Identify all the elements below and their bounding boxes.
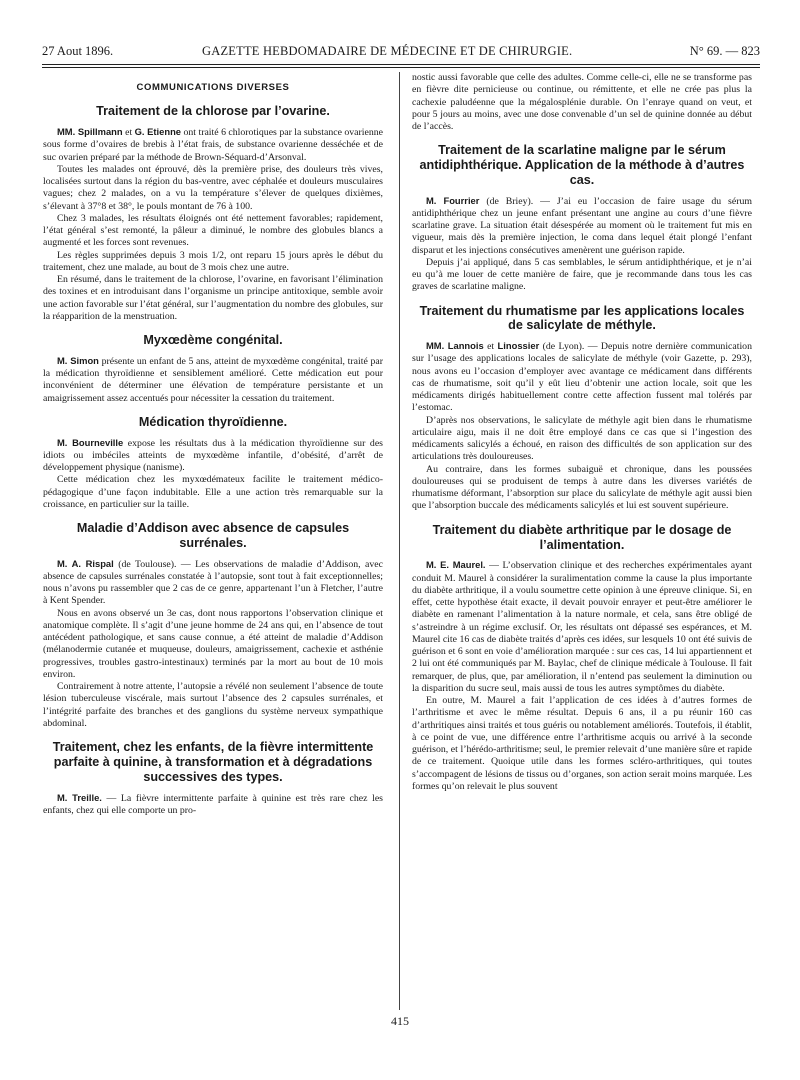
journal-title: GAZETTE HEBDOMADAIRE DE MÉDECINE ET DE CHIRURGIE. [202,44,573,58]
column-divider [399,72,400,1010]
article-authors: M. Fourrier [426,194,480,206]
paragraph-text: présente un enfant de 5 ans, atteint de myxœdème congénital, traité par la médication thyroïdienne et sensiblement amélioré. Cette médication eut pour inconvénient de déterminer une élévation de température persistante et un amaigrissement assez accentués pour nécessiter la cessation du traitement. [43,355,383,404]
paragraph [412,195,752,257]
paragraph [412,340,752,415]
paragraph: Nous en avons observé un 3e cas, dont nous rapportons l’observation clinique et anatomique complète. Il s’agit d’une jeune homme de 24 ans qui, en l’absence de tout antécédent pathologique, et sans cause connue, a été atteint de maladie d’Addison (mélanodermie cutanée et muqueuse, douleurs, amaigrissement, cachexie et asthénie progressives, troubles gastro-intestinaux) terminés par la mort au bout de 10 mois environ. [43,607,383,680]
authors-conjunction: et [122,127,135,139]
paragraph-text: expose les résultats dus à la médication thyroïdienne sur des idiots ou imbéciles atteints de myxœdème infantile, d’obésité, d’arrêt de développement physique (nanisme). [43,437,383,474]
article-title-myxoedeme: Myxœdème congénital. [143,333,283,348]
article-title-medication-thyroidienne: Médication thyroïdienne. [138,414,288,429]
left-column [43,72,383,1012]
paragraph [43,126,383,164]
paragraph-text: — J’ai eu l’occasion de faire usage du sérum antidiphthérique chez un jeune enfant présentant une angine au cours d’une fièvre scarlatine grave. La situation était désespérée au moment où le traitement fut mis en vigueur, mais dès la première injection, le coma dans lequel était plongé l’enfant disparut et les injections consécutives amenèrent une guérison rapide. [412,195,752,256]
article-authors: M. Bourneville [57,436,124,448]
article-title-addison: Maladie d’Addison avec absence de capsules surrénales. [76,521,350,550]
paragraph-continuation: nostic aussi favorable que celle des adultes. Comme celle-ci, elle ne se transforme pas en fièvre dite pernicieuse ou continue, ou rémittente, et elle ne crée pas plus la cachexie paludéenne que la mégalosplénie durable. On l’enraye quand on veut, et pour 5 jours au moins, avec une dose convenable d’un sel de quinine donnée au début de l’accès. [412,72,752,132]
paragraph [43,558,383,608]
paragraph [43,355,383,405]
issue-number: N° 69. — 823 [689,44,760,58]
article-authors: M. E. Maurel. [426,559,486,571]
section-kicker: COMMUNICATIONS DIVERSES [136,82,290,93]
paragraph-text: — Les observations de maladie d’Addison, avec absence de capsules surrénales constatée à l’autopsie, sont tout à fait exceptionnelles; nous n’avons pu rassembler que 2 cas de ce genre, appartenant l’un à Fletcher, l’autre à Kent Spender. [43,558,383,607]
issue-date: 27 Aout 1896. [42,44,114,58]
paragraph: Depuis j’ai appliqué, dans 5 cas semblables, le sérum antidiphthérique, et je n’ai eu qu’à me louer de cette manière de faire, que je recommande dans tous les cas graves de scarlatine maligne. [412,256,752,293]
article-authors: M. Treille. [57,791,102,803]
paragraph-text: ont traité 6 chlorotiques par la substance ovarienne sous forme d’ovaires de brebis à l’état frais, de substance ovarienne desséchée et de suc ovarien préparé par la méthode de Brown-Séquard-d’Arsonval. [43,127,383,163]
paragraph: Les règles supprimées depuis 3 mois 1/2, ont reparu 15 jours après le début du traitement, chez une malade, au bout de 3 mois chez une autre. [43,249,383,273]
paragraph [43,792,383,818]
header-rule-top [42,64,760,65]
paragraph: En résumé, dans le traitement de la chlorose, l’ovarine, en favorisant l’élimination des toxines et en introduisant dans l’organisme un principe antitoxique, semble avoir une action favorable sur l’état général, sur l’augmentation du nombre des globules, sur la réapparition de la menstruation. [43,274,383,322]
page-number: 415 [391,1014,409,1028]
paragraph-text: — Depuis notre dernière communication sur l’usage des applications locales de salicylate de méthyle (voir Gazette, p. 293), nous avons eu l’occasion d’employer avec avantage ce médicament dans différents cas de rhumatisme, soit qu’il y eût lieu d’obtenir une action locale, soit que les médicaments dirigés habituellement contre cette affection fussent mal tolérés par l’estomac. [412,341,752,414]
author-affiliation: (de Briey). [479,195,534,207]
paragraph: Au contraire, dans les formes subaiguë et chronique, dans les poussées douloureuses qui se produisent de temps à autre dans les diverses variétés de rhumatisme déformant, l’absorption sur place du salicylate de méthyle agit aussi bien que l’absorption buccale des médicaments salicylés et lui est souvent supérieure. [412,463,752,512]
article-authors: M. Simon [57,354,99,366]
article-title-chlorose: Traitement de la chlorose par l’ovarine. [96,104,330,119]
article-authors-second: G. Etienne [134,126,182,138]
article-title-scarlatine: Traitement de la scarlatine maligne par le sérum antidiphthérique. Application de la méthode à d’autres cas. [419,143,745,187]
article-authors: MM. Lannois [426,340,484,352]
running-header [42,40,760,62]
paragraph: Toutes les malades ont éprouvé, dès la première prise, des douleurs très vives, localisées surtout dans la région du bas-ventre, avec céphalée et douleurs musculaires vagues; chez 2 malades, on a vu la température s’élever de quelques dixièmes, s’élevant à 37°8 et 38°, le pouls montant de 76 à 100. [43,163,383,212]
right-column [412,72,752,1012]
article-authors-second: Linossier [497,340,540,352]
author-affiliation: (de Lyon). [539,341,585,353]
article-title-fievre-intermittente: Traitement, chez les enfants, de la fièvre intermittente parfaite à quinine, à transformation et à dégradations successives des types. [52,740,374,784]
paragraph [412,559,752,695]
paragraph-text: — La fièvre intermittente parfaite à quinine est très rare chez les enfants, chez qui elle comporte un pro- [43,792,383,816]
paragraph: Cette médication chez les myxœdémateux facilite le traitement médico-pédagogique d’une façon indubitable. Elle a une action très remarquable sur la croissance, en particulier sur la taille. [43,474,383,510]
article-title-rhumatisme: Traitement du rhumatisme par les applications locales de salicylate de méthyle. [419,303,745,333]
article-authors: M. A. Rispal [57,557,114,569]
paragraph: Chez 3 malades, les résultats éloignés ont été nettement favorables; rapidement, l’état général s’est remonté, la pâleur a diminué, le nombre des globules blancs a augmenté et les forces sont revenues. [43,212,383,249]
author-affiliation: (de Toulouse). [113,558,177,570]
authors-conjunction: et [483,341,498,353]
header-rule-bottom [42,67,760,68]
paragraph [43,437,383,475]
paragraph-text: — L’observation clinique et des recherches expérimentales ayant conduit M. Maurel à considérer la suralimentation comme la cause la plus importante du diabète arthritique, il a voulu soumettre cette opinion à une épreuve clinique. Si, en effet, cette hypothèse était exacte, il devait pouvoir enrayer et peut-être améliorer le diabète en ramenant l’alimentation à la nature normale, et cela, sans être obligé de s’astreindre à un régime exclusif. Or, les résultats ont dépassé ses espérances, et M. Maurel cite 16 cas de diabète traités d’après ces idées, sur lesquels 10 ont été suivis de guérison et 6 sont en voie d’amélioration marquée : sur ces cas, 14 lui appartiennent et 2 lui ont été communiqués par M. Baylac, chef de clinique médicale à Toulouse. Il fait remarquer, de plus, que, par amélioration, il n’entend pas seulement la diminution ou la disparition du sucre seul, mais aussi de tous les autres symptômes du diabète. [412,560,752,694]
paragraph: Contrairement à notre attente, l’autopsie a révélé non seulement l’absence de toute lésion tuberculeuse viscérale, mais surtout l’absence des 2 capsules surrénales, et l’intégrité parfaite des branches et des ganglions du système nerveux sympathique abdominal. [43,681,383,729]
paragraph: En outre, M. Maurel a fait l’application de ces idées à d’autres formes de l’arthritisme et avec le même résultat. Depuis 6 ans, il a pu réunir 160 cas d’arthritiques ainsi traités et tous guéris ou notablement améliorés. Toutefois, il établit, à ce point de vue, une différence entre l’arthritisme acquis ou arrivé à la seconde guérison, et l’hérédo-arthritisme; seul, le premier relevait d’une manière sûre et rapide de ce traitement. Quoique utile dans les formes scléro-arthritiques, qui toutes s’accompagent de lésions de tissus ou d’organes, son action serait moins marquée. Les formes qu’on relevait le plus souvent [412,695,752,792]
article-authors: MM. Spillmann [57,126,123,138]
article-title-diabete: Traitement du diabète arthritique par le dosage de l’alimentation. [432,522,732,552]
paragraph: D’après nos observations, le salicylate de méthyle agit bien dans le rhumatisme articulaire aigu, mais il ne doit être employé dans ce cas que si l’ingestion des médicaments salicylés a échoué, en raison des difficultés de son application sur des articulations très douloureuses. [412,414,752,463]
